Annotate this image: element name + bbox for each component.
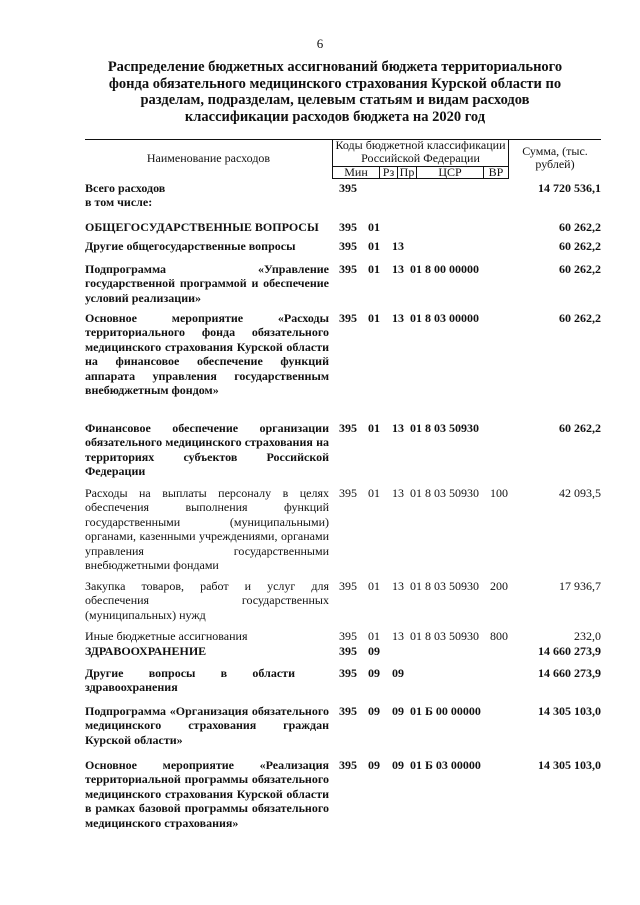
- header-vr: ВР: [488, 165, 504, 179]
- row-min: 395: [339, 579, 357, 593]
- row-name: ОБЩЕГОСУДАРСТВЕННЫЕ ВОПРОСЫ: [85, 220, 319, 234]
- row-vr: 200: [490, 579, 508, 593]
- row-name: Расходы на выплаты персоналу в целях обеспечения выполнения функций государственными (муниципальными) органами, казенными учреждениями, органами управления государственными внебюджетными фондами: [85, 486, 329, 573]
- row-sum: 60 262,2: [559, 262, 601, 276]
- row-csr: 01 8 03 00000: [410, 311, 479, 325]
- row-sum: 14 305 103,0: [538, 758, 601, 772]
- row-min: 395: [339, 262, 357, 276]
- row-rz: 09: [368, 704, 380, 718]
- row-sum: 60 262,2: [559, 220, 601, 234]
- row-name: Закупка товаров, работ и услуг для обеспечения государственных (муниципальных) нужд: [85, 579, 329, 622]
- header-codes: Коды бюджетной классификации Российской Федерации: [335, 138, 506, 165]
- row-min: 395: [339, 181, 357, 195]
- row-sum: 232,0: [574, 629, 601, 643]
- row-sum: 14 720 536,1: [538, 181, 601, 195]
- row-pr: 13: [392, 262, 404, 276]
- row-name: Всего расходов: [85, 181, 166, 195]
- row-min: 395: [339, 644, 357, 658]
- row-pr: 13: [392, 239, 404, 253]
- row-csr: 01 8 03 50930: [410, 579, 479, 593]
- row-sum: 42 093,5: [559, 486, 601, 500]
- row-sum: 17 936,7: [559, 579, 601, 593]
- row-rz: 01: [368, 239, 380, 253]
- row-pr: 09: [392, 704, 404, 718]
- row-sum: 60 262,2: [559, 421, 601, 435]
- document-title: Распределение бюджетных ассигнований бюджета территориального фонда обязательного медицинского страхования Курской области по разделам, подразделам, целевым статьям и видам расходов классификации расходов бюджета на 2020 год: [107, 59, 563, 125]
- row-vr: 800: [490, 629, 508, 643]
- header-rz: Рз: [382, 165, 395, 179]
- row-pr: 13: [392, 421, 404, 435]
- row-rz: 01: [368, 220, 380, 234]
- row-name: Иные бюджетные ассигнования: [85, 629, 248, 643]
- row-name: в том числе:: [85, 195, 153, 209]
- row-rz: 01: [368, 629, 380, 643]
- row-min: 395: [339, 666, 357, 680]
- row-pr: 13: [392, 486, 404, 500]
- row-rz: 09: [368, 758, 380, 772]
- row-min: 395: [339, 704, 357, 718]
- row-csr: 01 8 03 50930: [410, 629, 479, 643]
- row-csr: 01 8 03 50930: [410, 421, 479, 435]
- row-name: ЗДРАВООХРАНЕНИЕ: [85, 644, 207, 658]
- row-min: 395: [339, 421, 357, 435]
- row-min: 395: [339, 311, 357, 325]
- row-rz: 09: [368, 666, 380, 680]
- row-pr: 13: [392, 629, 404, 643]
- row-pr: 09: [392, 666, 404, 680]
- page-number: 6: [316, 36, 324, 51]
- row-sum: 14 305 103,0: [538, 704, 601, 718]
- row-name: Другие вопросы в области здравоохранения: [85, 666, 295, 695]
- header-pr: Пр: [399, 165, 415, 179]
- row-name: Другие общегосударственные вопросы: [85, 239, 296, 253]
- row-name: Подпрограмма «Организация обязательного медицинского страхования граждан Курской области»: [85, 704, 329, 747]
- row-name: Основное мероприятие «Расходы территориального фонда обязательного медицинского страхования Курской области на финансовое обеспечение функций аппарата управления государственным внебюджетным фондом»: [85, 311, 329, 398]
- row-csr: 01 8 00 00000: [410, 262, 479, 276]
- row-rz: 01: [368, 311, 380, 325]
- row-rz: 09: [368, 644, 380, 658]
- row-min: 395: [339, 239, 357, 253]
- row-name: Основное мероприятие «Реализация территориальной программы обязательного медицинского страхования Курской области в рамках базовой программы обязательного медицинского страхования»: [85, 758, 329, 830]
- row-min: 395: [339, 629, 357, 643]
- header-name: Наименование расходов: [146, 151, 271, 165]
- row-min: 395: [339, 486, 357, 500]
- row-csr: 01 8 03 50930: [410, 486, 479, 500]
- row-rz: 01: [368, 579, 380, 593]
- row-vr: 100: [490, 486, 508, 500]
- header-sum: Сумма, (тыс. рублей): [522, 144, 588, 171]
- row-sum: 14 660 273,9: [538, 644, 601, 658]
- row-csr: 01 Б 03 00000: [410, 758, 481, 772]
- row-sum: 60 262,2: [559, 311, 601, 325]
- row-sum: 60 262,2: [559, 239, 601, 253]
- row-pr: 09: [392, 758, 404, 772]
- row-rz: 01: [368, 262, 380, 276]
- row-csr: 01 Б 00 00000: [410, 704, 481, 718]
- row-min: 395: [339, 758, 357, 772]
- table-header: [85, 139, 601, 179]
- row-name: Подпрограмма «Управление государственной программой и обеспечение условий реализации»: [85, 262, 329, 305]
- header-csr: ЦСР: [438, 165, 462, 179]
- row-min: 395: [339, 220, 357, 234]
- row-pr: 13: [392, 311, 404, 325]
- row-name: Финансовое обеспечение организации обязательного медицинского страхования на территориях субъектов Российской Федерации: [85, 421, 329, 479]
- row-sum: 14 660 273,9: [538, 666, 601, 680]
- row-rz: 01: [368, 421, 380, 435]
- row-pr: 13: [392, 579, 404, 593]
- row-rz: 01: [368, 486, 380, 500]
- header-min: Мин: [344, 165, 368, 179]
